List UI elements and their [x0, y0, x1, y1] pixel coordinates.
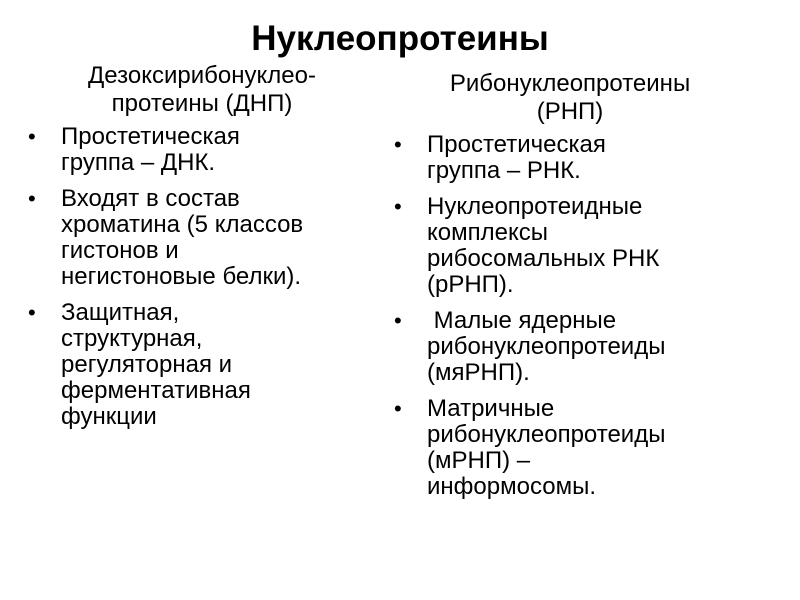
- bullet-item: [24, 300, 380, 430]
- dnp-heading-line: протеины (ДНП): [111, 90, 293, 117]
- bullet-icon: •: [394, 194, 402, 219]
- rnp-bullet-list: [390, 132, 750, 500]
- bullet-text-line: структурная,: [61, 325, 203, 352]
- bullet-text-line: рибосомальных РНК: [427, 245, 660, 272]
- dnp-column: [24, 62, 380, 440]
- bullet-text-line: (рРНП).: [427, 271, 514, 298]
- bullet-text-line: гистонов и: [61, 237, 179, 264]
- rnp-column: [390, 62, 750, 510]
- bullet-text-line: Защитная,: [61, 299, 180, 326]
- dnp-heading-line: Дезоксирибонуклео-: [88, 62, 316, 89]
- bullet-text-line: Малые ядерные: [427, 307, 617, 334]
- bullet-item: [390, 194, 750, 298]
- bullet-text-line: (мРНП) –: [427, 447, 531, 474]
- bullet-text-line: Матричные: [427, 395, 555, 422]
- bullet-text-line: группа – ДНК.: [61, 149, 216, 176]
- bullet-text-line: рибонуклеопротеиды: [427, 333, 666, 360]
- bullet-icon: •: [28, 124, 36, 149]
- rnp-heading-line: (РНП): [536, 98, 604, 125]
- bullet-text-line: ферментативная: [61, 377, 251, 404]
- bullet-item: [390, 396, 750, 500]
- bullet-icon: •: [28, 300, 36, 325]
- bullet-text-line: Нуклеопротеидные: [427, 193, 643, 220]
- bullet-icon: •: [394, 132, 402, 157]
- bullet-text-line: информосомы.: [427, 473, 596, 500]
- bullet-item: [24, 186, 380, 290]
- bullet-text-line: Входят в состав: [61, 185, 240, 212]
- bullet-text-line: комплексы: [427, 219, 548, 246]
- bullet-icon: •: [394, 396, 402, 421]
- bullet-text-line: функции: [61, 403, 157, 430]
- dnp-heading: [24, 62, 380, 118]
- bullet-text-line: группа – РНК.: [427, 157, 581, 184]
- bullet-item: [390, 132, 750, 184]
- bullet-text-line: негистоновые белки).: [61, 263, 302, 290]
- bullet-text-line: Простетическая: [61, 123, 240, 150]
- bullet-text-line: рибонуклеопротеиды: [427, 421, 666, 448]
- rnp-heading: [390, 70, 750, 126]
- rnp-heading-line: Рибонуклеопротеины: [449, 70, 691, 97]
- bullet-text-line: регуляторная и: [61, 351, 233, 378]
- bullet-item: [390, 308, 750, 386]
- bullet-text-line: хроматина (5 классов: [61, 211, 304, 238]
- slide-title: Нуклеопротеины: [251, 19, 549, 58]
- bullet-icon: •: [28, 186, 36, 211]
- bullet-text-line: (мяРНП).: [427, 359, 530, 386]
- bullet-text-line: Простетическая: [427, 131, 606, 158]
- dnp-bullet-list: [24, 124, 380, 430]
- bullet-icon: •: [394, 308, 402, 333]
- bullet-item: [24, 124, 380, 176]
